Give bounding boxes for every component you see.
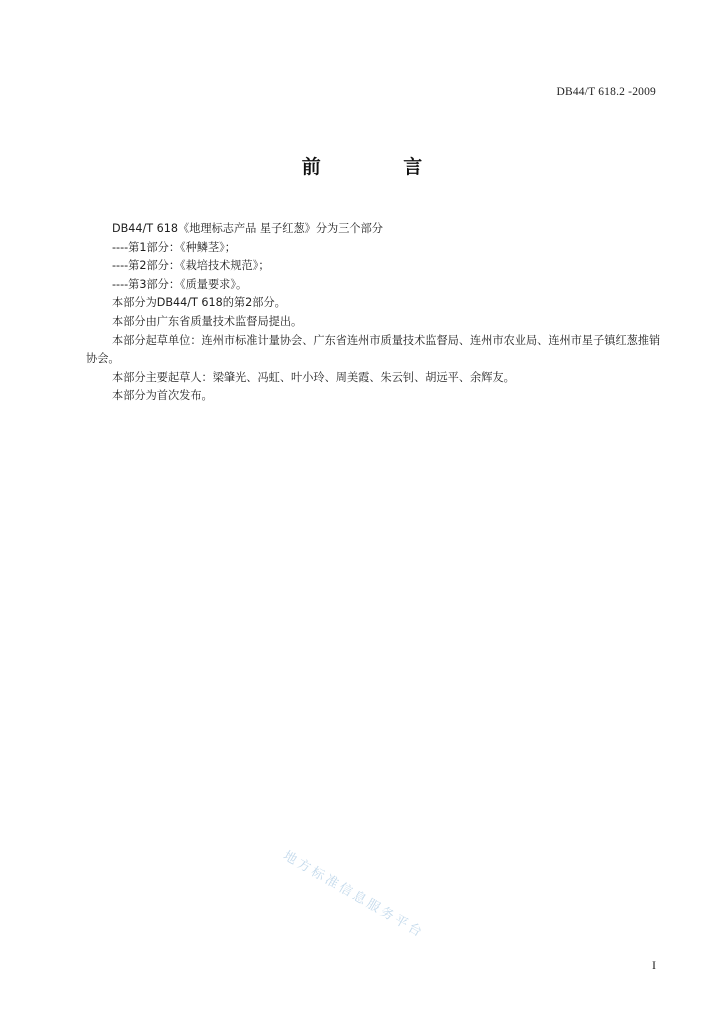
- paragraph-first-release: 本部分为首次发布。: [112, 389, 213, 403]
- paragraph-proposer: 本部分由广东省质量技术监督局提出。: [112, 314, 303, 328]
- paragraph-part-1: ----第1部分：《种鳞茎》；: [112, 240, 236, 254]
- page-number: I: [652, 958, 656, 972]
- paragraph-part-2: ----第2部分：《栽培技术规范》；: [112, 259, 270, 273]
- paragraph-drafting-units: 本部分起草单位：连州市标准计量协会、广东省连州市质量技术监督局、连州市农业局、连州市星子镇红葱推销协会。: [86, 333, 661, 366]
- paragraph-this-part: 本部分为DB44/T 618的第2部分。: [112, 296, 286, 310]
- paragraph-part-3: ----第3部分：《质量要求》。: [112, 277, 248, 291]
- paragraph-intro: DB44/T 618《地理标志产品 星子红葱》分为三个部分: [112, 222, 383, 235]
- foreword-body: [86, 220, 662, 406]
- page-title: 前 言: [301, 156, 461, 178]
- standard-number: DB44/T 618.2 -2009: [556, 86, 656, 98]
- watermark: 地方标准信息服务平台: [280, 848, 427, 942]
- paragraph-drafters: 本部分主要起草人：梁肇光、冯虹、叶小玲、周美霞、朱云钊、胡远平、余辉友。: [112, 370, 515, 384]
